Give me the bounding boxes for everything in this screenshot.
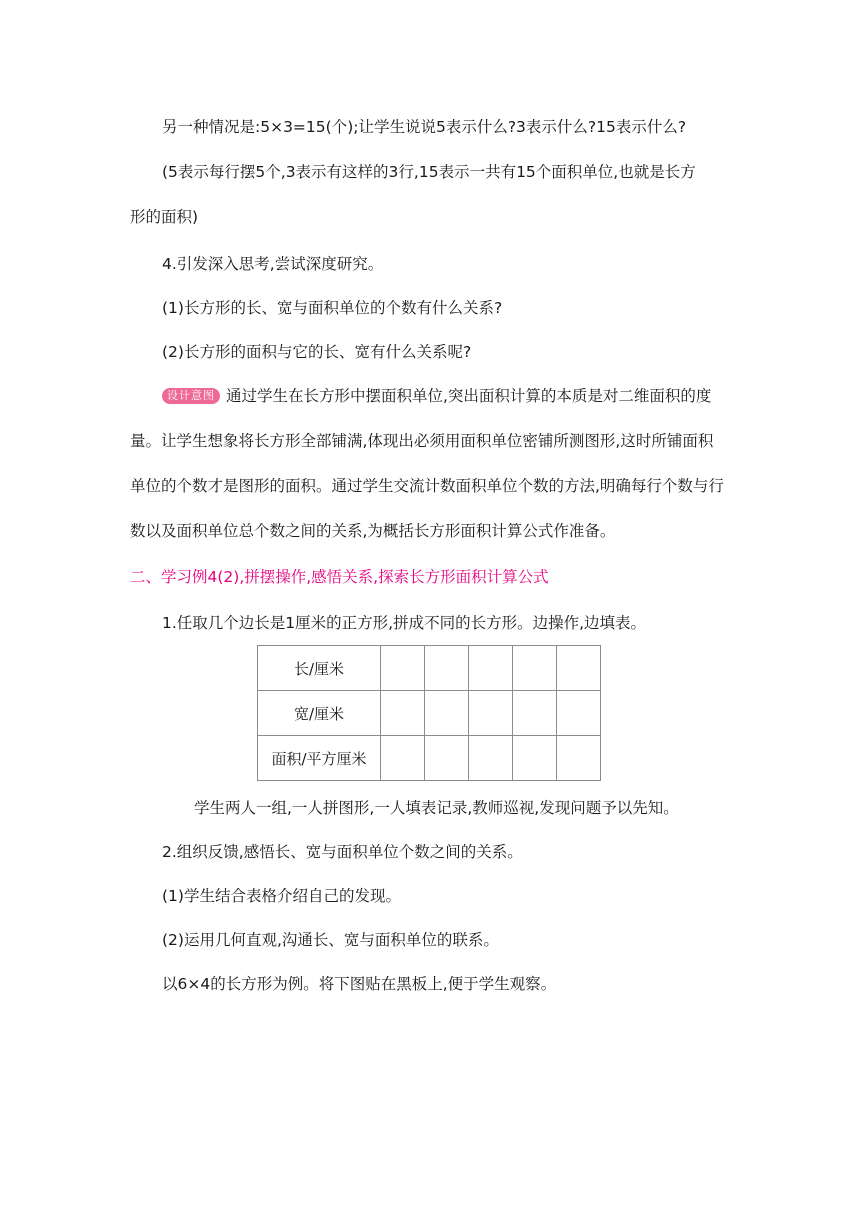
table-row [258,736,601,781]
table-blank-cell[interactable] [513,736,557,781]
table-row-header: 宽/厘米 [258,691,381,736]
table-blank-cell[interactable] [381,691,425,736]
paragraph-step4: 4.引发深入思考,尝试深度研究。 [162,255,384,273]
table-blank-cell[interactable] [425,646,469,691]
table-blank-cell[interactable] [513,691,557,736]
paragraph-step1: 1.任取几个边长是1厘米的正方形,拼成不同的长方形。边操作,边填表。 [162,614,647,632]
design-note-line4: 数以及面积单位总个数之间的关系,为概括长方形面积计算公式作准备。 [130,522,616,540]
table-blank-cell[interactable] [381,736,425,781]
paragraph-explanation-line2: 形的面积) [130,208,199,226]
table-blank-cell[interactable] [469,646,513,691]
fill-in-table [257,645,601,781]
table-row [258,691,601,736]
paragraph-step2-1: (1)学生结合表格介绍自己的发现。 [162,887,401,905]
table-blank-cell[interactable] [557,646,601,691]
table-blank-cell[interactable] [557,691,601,736]
paragraph-example: 以6×4的长方形为例。将下图贴在黑板上,便于学生观察。 [162,975,557,993]
paragraph-after-table: 学生两人一组,一人拼图形,一人填表记录,教师巡视,发现问题予以先知。 [194,799,679,817]
table-blank-cell[interactable] [469,736,513,781]
design-note-line3: 单位的个数才是图形的面积。通过学生交流计数面积单位个数的方法,明确每行个数与行 [130,477,724,495]
paragraph-step2-2: (2)运用几何直观,沟通长、宽与面积单位的联系。 [162,931,499,949]
paragraph-step2: 2.组织反馈,感悟长、宽与面积单位个数之间的关系。 [162,843,523,861]
paragraph-question1: (1)长方形的长、宽与面积单位的个数有什么关系? [162,299,503,317]
paragraph-multiplication-case: 另一种情况是:5×3=15(个);让学生说说5表示什么?3表示什么?15表示什么? [162,118,687,136]
table-row [258,646,601,691]
table-row-header: 面积/平方厘米 [258,736,381,781]
table-blank-cell[interactable] [381,646,425,691]
paragraph-explanation-line1: (5表示每行摆5个,3表示有这样的3行,15表示一共有15个面积单位,也就是长方 [162,163,696,181]
table-row-header: 长/厘米 [258,646,381,691]
table-blank-cell[interactable] [469,691,513,736]
table-blank-cell[interactable] [513,646,557,691]
table-blank-cell[interactable] [557,736,601,781]
design-note-line2: 量。让学生想象将长方形全部铺满,体现出必须用面积单位密铺所测图形,这时所铺面积 [130,432,714,450]
design-intent-badge: 设计意图 [162,388,220,404]
section-heading: 二、学习例4(2),拼摆操作,感悟关系,探索长方形面积计算公式 [130,568,549,586]
table-blank-cell[interactable] [425,691,469,736]
design-note-line1 [162,385,711,407]
design-note-text-line1: 通过学生在长方形中摆面积单位,突出面积计算的本质是对二维面积的度 [226,387,712,405]
paragraph-question2: (2)长方形的面积与它的长、宽有什么关系呢? [162,343,472,361]
table-blank-cell[interactable] [425,736,469,781]
